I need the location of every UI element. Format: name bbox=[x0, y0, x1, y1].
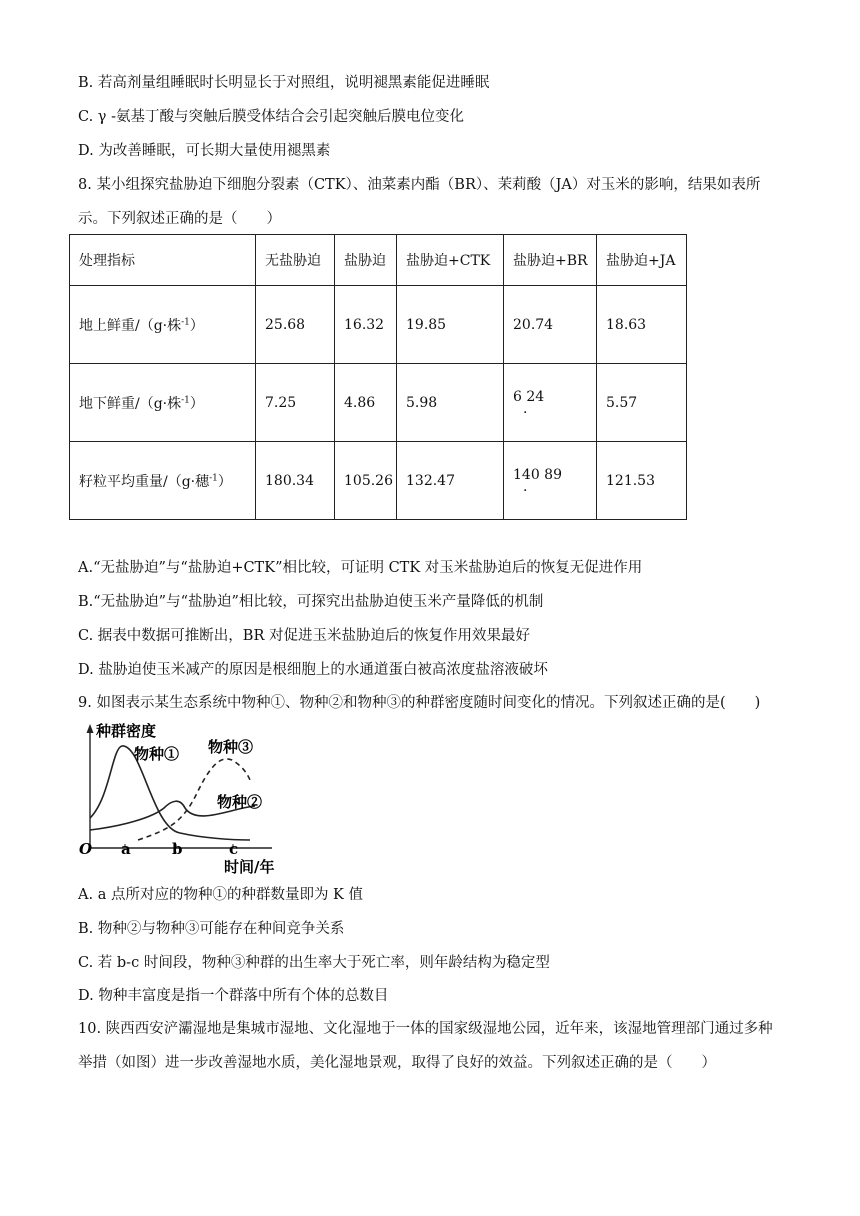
table-cell: 19.85 bbox=[397, 286, 504, 364]
q7-option-b: B. 若高剂量组睡眠时长明显长于对照组，说明褪黑素能促进睡眠 bbox=[78, 75, 490, 91]
table-row bbox=[70, 442, 687, 520]
row-label: 地上鲜重/（g·株$^{-1}$） bbox=[70, 286, 256, 364]
header-cell: 处理指标 bbox=[70, 235, 256, 286]
q8-option-d: D. 盐胁迫使玉米减产的原因是根细胞上的水通道蛋白被高浓度盐溶液破坏 bbox=[78, 662, 548, 678]
x-axis-label: 时间/年 bbox=[224, 858, 275, 876]
table-cell: 20.74 bbox=[504, 286, 597, 364]
species-2-label: 物种② bbox=[217, 793, 263, 811]
q7-option-d: D. 为改善睡眠，可长期大量使用褪黑素 bbox=[78, 143, 331, 159]
table-cell: 105.26 bbox=[335, 442, 397, 520]
header-cell: 无盐胁迫 bbox=[256, 235, 335, 286]
table-header-row bbox=[70, 235, 687, 286]
table-cell: 5.98 bbox=[397, 364, 504, 442]
table-cell: 16.32 bbox=[335, 286, 397, 364]
q8-stem: 8. 某小组探究盐胁迫下细胞分裂素（CTK）、油菜素内酯（BR）、茉莉酸（JA）对玉米的影响，结果如表所示。下列叙述正确的是（ ） bbox=[78, 177, 761, 227]
y-axis-arrow bbox=[87, 724, 94, 733]
species-3-label: 物种③ bbox=[208, 738, 254, 756]
table-cell: 6 24 · bbox=[504, 364, 597, 442]
q9-option-c: C. 若 b-c 时间段，物种③种群的出生率大于死亡率，则年龄结构为稳定型 bbox=[78, 955, 550, 971]
origin-label: O bbox=[79, 840, 93, 858]
population-density-figure bbox=[72, 718, 282, 878]
q9-stem: 9. 如图表示某生态系统中物种①、物种②和物种③的种群密度随时间变化的情况。下列叙述正确的是( ) bbox=[78, 695, 761, 711]
table-cell: 5.57 bbox=[597, 364, 687, 442]
table-cell: 180.34 bbox=[256, 442, 335, 520]
table-cell: 25.68 bbox=[256, 286, 335, 364]
row-label: 籽粒平均重量/（g·穗$^{-1}$） bbox=[70, 442, 256, 520]
q8-option-a: A.“无盐胁迫”与“盐胁迫+CTK”相比较，可证明 CTK 对玉米盐胁迫后的恢复无促进作用 bbox=[78, 560, 643, 576]
q9-option-b: B. 物种②与物种③可能存在种间竞争关系 bbox=[78, 921, 345, 937]
tick-label-c: c bbox=[229, 840, 239, 858]
table-cell: 7.25 bbox=[256, 364, 335, 442]
tick-label-b: b bbox=[172, 840, 183, 858]
species-1-label: 物种① bbox=[134, 745, 180, 763]
y-axis-label: 种群密度 bbox=[96, 722, 157, 740]
q8-option-b: B.“无盐胁迫”与“盐胁迫”相比较，可探究出盐胁迫使玉米产量降低的机制 bbox=[78, 594, 544, 610]
table-row bbox=[70, 286, 687, 364]
q9-option-d: D. 物种丰富度是指一个群落中所有个体的总数目 bbox=[78, 988, 389, 1004]
table-cell: 140 89 · bbox=[504, 442, 597, 520]
q8-option-c: C. 据表中数据可推断出，BR 对促进玉米盐胁迫后的恢复作用效果最好 bbox=[78, 628, 530, 644]
table-cell: 121.53 bbox=[597, 442, 687, 520]
table-row bbox=[70, 364, 687, 442]
q10-stem: 10. 陕西西安浐灞湿地是集城市湿地、文化湿地于一体的国家级湿地公园，近年来，该湿地管理部门通过多种举措（如图）进一步改善湿地水质，美化湿地景观，取得了良好的效益。下列叙述正确的是（ ） bbox=[78, 1021, 773, 1071]
table-cell: 4.86 bbox=[335, 364, 397, 442]
table-cell: 18.63 bbox=[597, 286, 687, 364]
header-cell: 盐胁迫+BR bbox=[504, 235, 597, 286]
header-cell: 盐胁迫 bbox=[335, 235, 397, 286]
header-cell: 盐胁迫+CTK bbox=[397, 235, 504, 286]
table-cell: 132.47 bbox=[397, 442, 504, 520]
q9-option-a: A. a 点所对应的物种①的种群数量即为 K 值 bbox=[78, 887, 363, 903]
q7-option-c: C. γ -氨基丁酸与突触后膜受体结合会引起突触后膜电位变化 bbox=[78, 109, 464, 125]
header-cell: 盐胁迫+JA bbox=[597, 235, 687, 286]
tick-label-a: a bbox=[121, 840, 131, 858]
row-label: 地下鲜重/（g·株$^{-1}$） bbox=[70, 364, 256, 442]
q8-results-table bbox=[69, 234, 687, 520]
